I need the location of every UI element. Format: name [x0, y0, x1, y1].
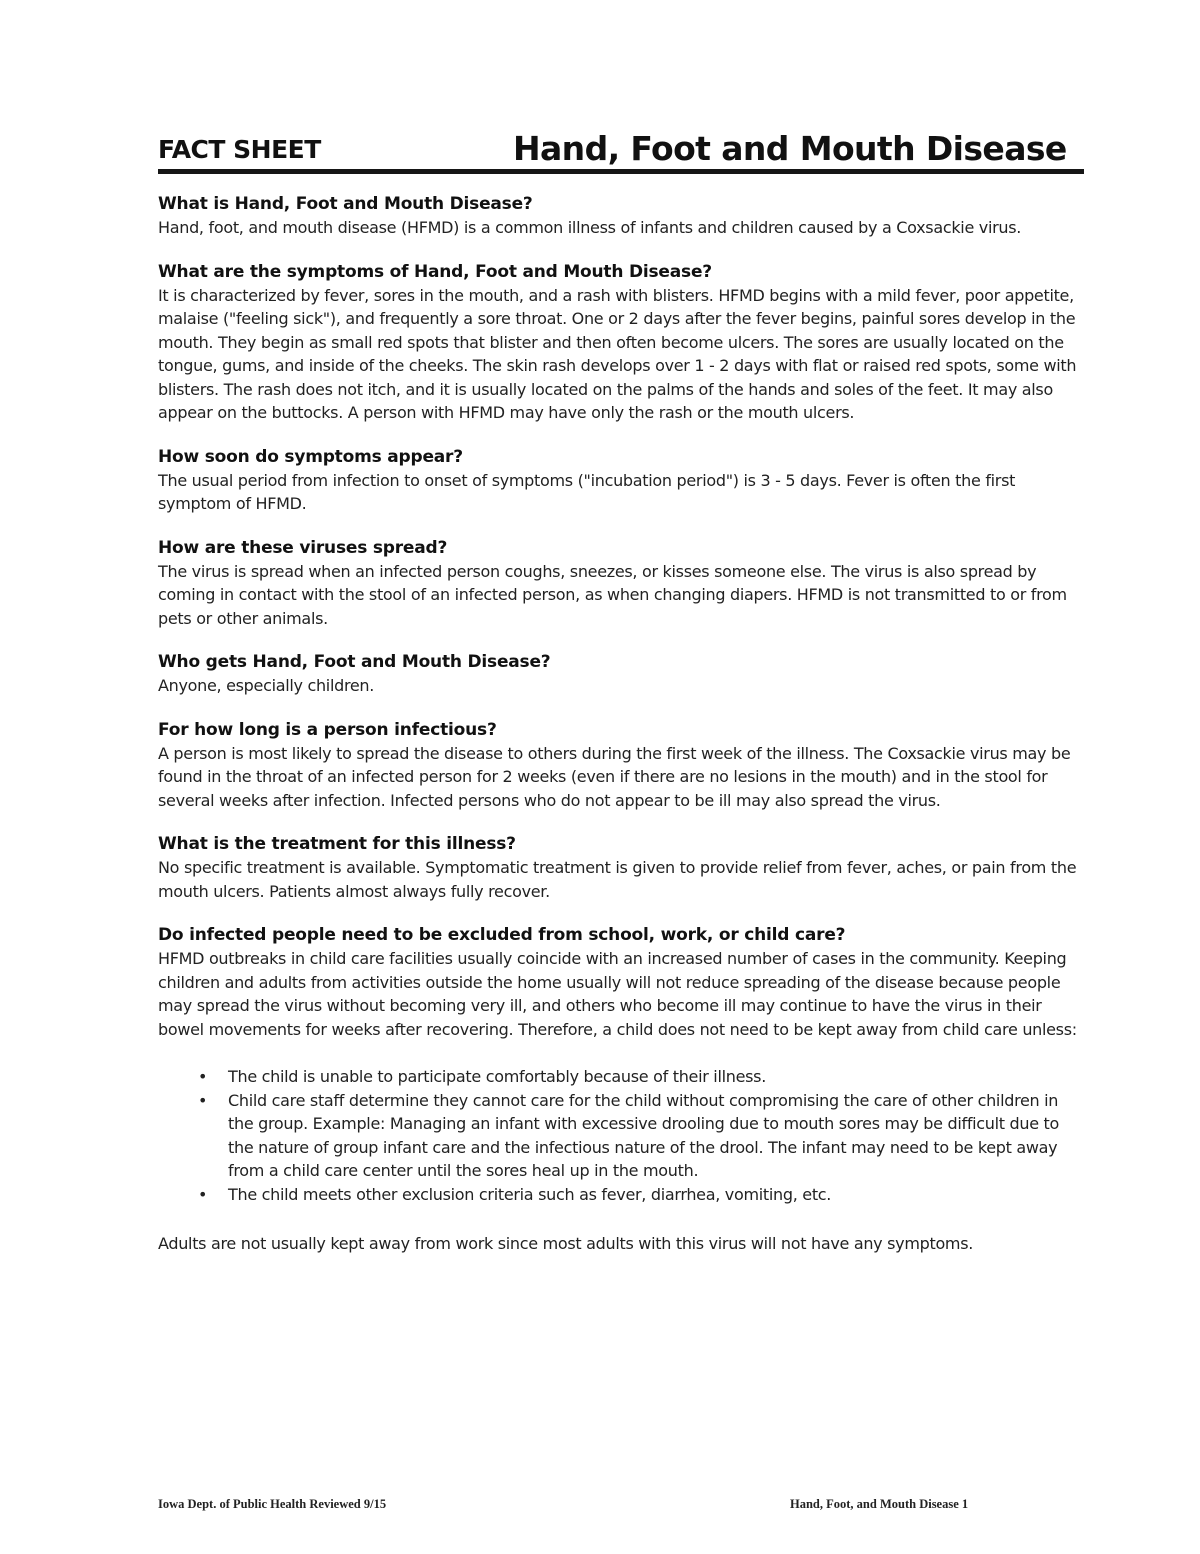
page-title: Hand, Foot and Mouth Disease	[513, 129, 1067, 168]
document-header	[158, 126, 1084, 172]
footer-page-label: Hand, Foot, and Mouth Disease 1	[790, 1497, 969, 1511]
section-who-gets	[158, 650, 1078, 698]
section-question: Who gets Hand, Foot and Mouth Disease?	[158, 652, 551, 672]
footer-source: Iowa Dept. of Public Health Reviewed 9/15	[158, 1497, 387, 1511]
list-item	[158, 1089, 1078, 1183]
section-question: What is Hand, Foot and Mouth Disease?	[158, 194, 533, 214]
exclusion-criteria-list	[158, 1065, 1078, 1206]
list-item-text: The child meets other exclusion criteria such as fever, diarrhea, vomiting, etc.	[228, 1184, 832, 1204]
section-question: How soon do symptoms appear?	[158, 446, 463, 467]
section-question: What is the treatment for this illness?	[158, 834, 516, 854]
section-answer: HFMD outbreaks in child care facilities usually coincide with an increased number of cases in the community. Keeping children and adults from activities outside the home usually will not reduce spreading of the disease because people may spread the virus without becoming very ill, and others who become ill may continue to have the virus in their bowel movements for weeks after recovering. Therefore, a child does not need to be kept away from child care unless:	[158, 949, 1077, 1039]
section-question: How are these viruses spread?	[158, 537, 448, 558]
section-answer: No specific treatment is available. Symptomatic treatment is given to provide relief from fever, aches, or pain from the mouth ulcers. Patients almost always fully recover.	[158, 858, 1077, 901]
section-answer: The virus is spread when an infected person coughs, sneezes, or kisses someone else. The virus is also spread by coming in contact with the stool of an infected person, as when changing diapers. HFMD is not transmitted to or from pets or other animals.	[158, 561, 1067, 628]
section-question: What are the symptoms of Hand, Foot and Mouth Disease?	[158, 261, 712, 282]
fact-sheet-label: FACT SHEET	[158, 135, 321, 164]
section-symptoms	[158, 260, 1078, 425]
section-answer: A person is most likely to spread the disease to others during the first week of the illness. The Coxsackie virus may be found in the throat of an infected person for 2 weeks (even if there are no lesions in the mouth) and in the stool for several weeks after infection. Infected persons who do not appear to be ill may also spread the virus.	[158, 743, 1071, 810]
section-answer: Hand, foot, and mouth disease (HFMD) is a common illness of infants and children caused by a Coxsackie virus.	[158, 218, 1022, 237]
section-spread	[158, 536, 1078, 631]
list-item	[158, 1183, 1078, 1207]
section-answer: It is characterized by fever, sores in the mouth, and a rash with blisters. HFMD begins with a mild fever, poor appetite, malaise ("feeling sick"), and frequently a sore throat. One or 2 days after the fever begins, painful sores develop in the mouth. They begin as small red spots that blister and then often become ulcers. The sores are usually located on the tongue, gums, and inside of the cheeks. The skin rash develops over 1 - 2 days with flat or raised red spots, some with blisters. The rash does not itch, and it is usually located on the palms of the hands and soles of the feet. It may also appear on the buttocks. A person with HFMD may have only the rash or the mouth ulcers.	[158, 285, 1077, 422]
document-body	[158, 192, 1078, 1276]
bullet-icon: •	[198, 1184, 208, 1204]
list-item	[158, 1065, 1078, 1089]
section-what-is	[158, 192, 1078, 240]
closing-note: Adults are not usually kept away from work since most adults with this virus will not have any symptoms.	[158, 1234, 974, 1253]
section-onset	[158, 445, 1078, 516]
list-item-text: The child is unable to participate comfortably because of their illness.	[228, 1067, 766, 1086]
section-exclusion	[158, 923, 1078, 1256]
section-question: Do infected people need to be excluded from school, work, or child care?	[158, 925, 846, 945]
section-answer: The usual period from infection to onset of symptoms ("incubation period") is 3 - 5 days. Fever is often the first symptom of HFMD.	[158, 470, 1016, 513]
section-treatment	[158, 832, 1078, 903]
section-infectious-period	[158, 718, 1078, 813]
section-answer: Anyone, especially children.	[158, 676, 375, 695]
section-question: For how long is a person infectious?	[158, 719, 497, 740]
header-divider	[158, 169, 1084, 174]
bullet-icon: •	[198, 1090, 208, 1110]
list-item-text: Child care staff determine they cannot care for the child without compromising the care of other children in the group. Example: Managing an infant with excessive drooling due to mouth sores may be difficult due to the nature of group infant care and the infectious nature of the drool. The infant may need to be kept away from a child care center until the sores heal up in the mouth.	[228, 1090, 1060, 1180]
bullet-icon: •	[198, 1067, 208, 1086]
